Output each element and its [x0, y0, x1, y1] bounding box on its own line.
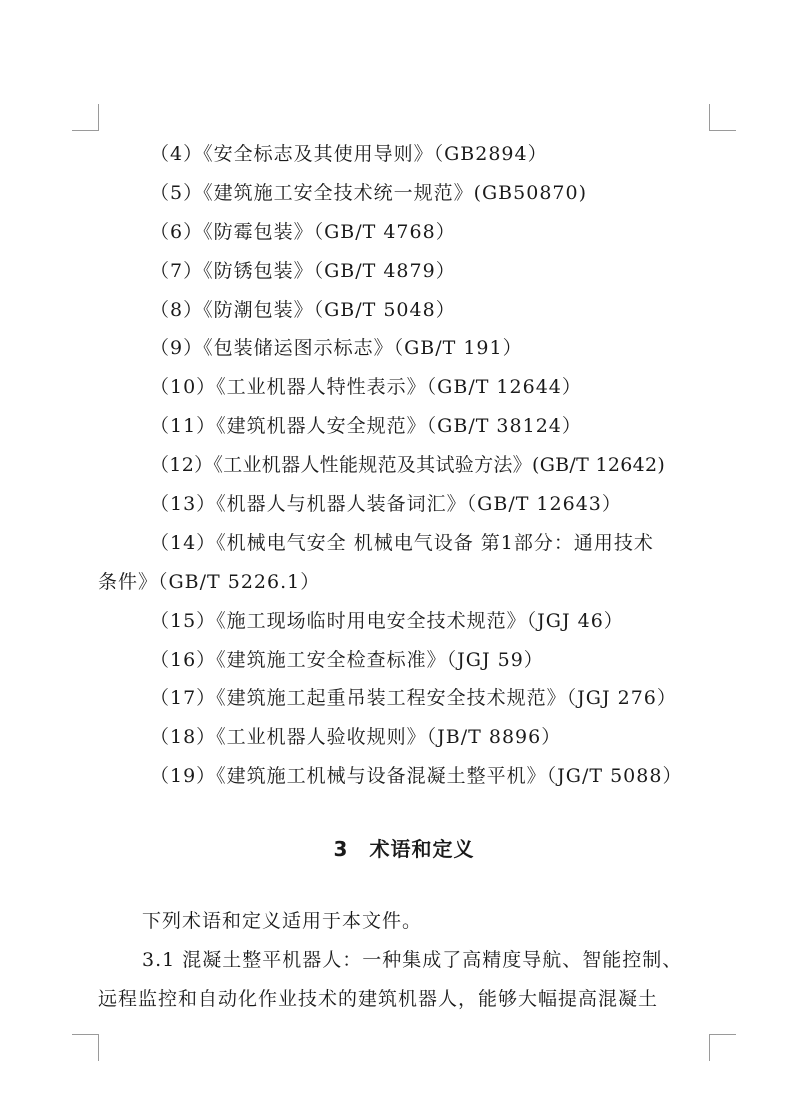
reference-item: （7）《防锈包装》（GB/T 4879）: [150, 259, 456, 282]
reference-item: （19）《建筑施工机械与设备混凝土整平机》（JG/T 5088）: [150, 765, 683, 788]
reference-item-14-line2: 条件》（GB/T 5226.1）: [98, 570, 321, 593]
reference-item: （8）《防潮包装》（GB/T 5048）: [150, 298, 456, 321]
reference-item: （5）《建筑施工安全技术统一规范》(GB50870): [150, 181, 587, 204]
reference-item-14-line1: （14）《机械电气安全 机械电气设备 第1部分：通用技术: [150, 531, 654, 554]
reference-item: （12）《工业机器人性能规范及其试验方法》(GB/T 12642): [150, 454, 666, 477]
reference-item: （17）《建筑施工起重吊装工程安全技术规范》（JGJ 276）: [150, 687, 677, 710]
definition-line-1: 3.1 混凝土整平机器人：一种集成了高精度导航、智能控制、: [142, 949, 683, 972]
intro-paragraph: 下列术语和定义适用于本文件。: [142, 910, 423, 933]
definition-line-2: 远程监控和自动化作业技术的建筑机器人，能够大幅提高混凝土: [98, 988, 659, 1011]
reference-item: （9）《包装储运图示标志》（GB/T 191）: [150, 337, 523, 360]
reference-item: （18）《工业机器人验收规则》（JB/T 8896）: [150, 726, 562, 749]
reference-item: （15）《施工现场临时用电安全技术规范》（JGJ 46）: [150, 609, 624, 632]
definition-paragraph: [98, 941, 710, 1019]
reference-item: （6）《防霉包装》（GB/T 4768）: [150, 220, 456, 243]
section-heading: 3 术语和定义: [333, 837, 475, 862]
reference-item: （10）《工业机器人特性表示》（GB/T 12644）: [150, 376, 582, 399]
crop-mark-top-right: [709, 104, 736, 131]
reference-item: （11）《建筑机器人安全规范》（GB/T 38124）: [150, 415, 582, 438]
crop-mark-top-left: [72, 104, 99, 131]
crop-mark-bottom-right: [709, 1034, 736, 1061]
crop-mark-bottom-left: [72, 1034, 99, 1061]
reference-list: [98, 135, 710, 796]
reference-item: （13）《机器人与机器人装备词汇》（GB/T 12643）: [150, 493, 622, 516]
document-body: [98, 135, 710, 1019]
reference-item: （16）《建筑施工安全检查标准》（JGJ 59）: [150, 648, 544, 671]
reference-item: （4）《安全标志及其使用导则》（GB2894）: [150, 143, 548, 165]
